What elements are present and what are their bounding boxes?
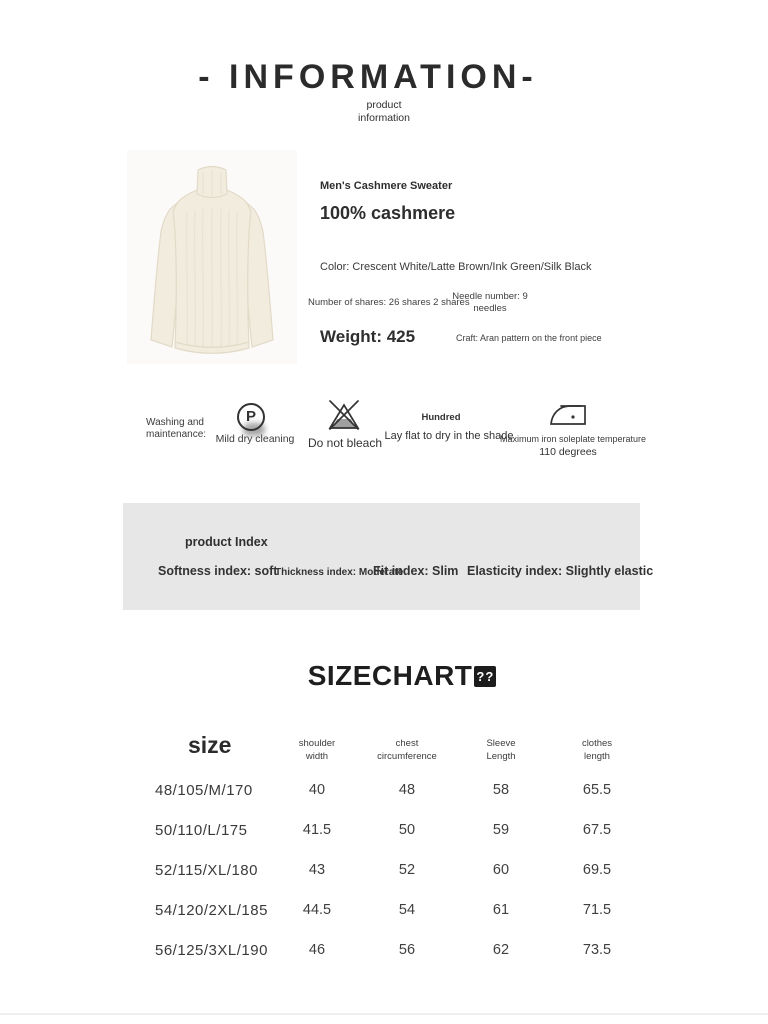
table-cell: 73.5 <box>582 942 612 958</box>
product-color-options: Color: Crescent White/Latte Brown/Ink Green/Silk Black <box>320 261 592 273</box>
table-header-chest: chest circumference <box>377 738 437 762</box>
product-index-box <box>123 503 654 610</box>
table-cell: 43 <box>308 862 326 878</box>
sweater-illustration <box>127 150 297 364</box>
table-row-size-label: 52/115/XL/180 <box>155 862 258 879</box>
needle-line1: Needle number: 9 <box>452 291 528 302</box>
table-row-size-label: 56/125/3XL/190 <box>155 942 268 959</box>
product-shares: Number of shares: 26 shares 2 shares <box>308 297 470 308</box>
table-header-sleeve: Sleeve Length <box>486 738 516 762</box>
care-label-line2: maintenance: <box>146 428 207 440</box>
subtitle-line2: information <box>358 112 410 124</box>
softness-index: Softness index: soft <box>158 564 278 578</box>
thickness-index: Thickness index: Moderate <box>275 567 404 578</box>
table-row-size-label: 48/105/M/170 <box>155 782 253 799</box>
iron-icon <box>548 400 588 433</box>
table-cell: 67.5 <box>582 822 612 838</box>
table-cell: 59 <box>492 822 510 838</box>
product-material: 100% cashmere <box>320 203 456 223</box>
table-cell: 56 <box>398 942 416 958</box>
table-cell: 65.5 <box>582 782 612 798</box>
table-cell: 52 <box>398 862 416 878</box>
size-chart-heading <box>18 660 768 692</box>
product-name: Men's Cashmere Sweater <box>320 180 453 192</box>
table-row-size-label: 50/110/L/175 <box>155 822 248 839</box>
fit-index: Fit index: Slim <box>373 564 459 578</box>
care-no-bleach-label: Do not bleach <box>307 436 383 450</box>
table-row-size-label: 54/120/2XL/185 <box>155 902 268 919</box>
care-hundred-label: Hundred <box>421 412 461 423</box>
care-iron-temp-label: Maximum iron soleplate temperature <box>500 434 647 444</box>
product-weight: Weight: 425 <box>320 327 416 346</box>
subtitle-line1: product <box>366 99 402 111</box>
product-image <box>127 150 297 364</box>
care-dry-in-shade-label: Lay flat to dry in the shade <box>384 430 514 442</box>
size-chart-title: SIZECHART <box>307 660 473 691</box>
table-cell: 54 <box>398 902 416 918</box>
table-cell: 62 <box>492 942 510 958</box>
table-header-shoulder: shoulder width <box>298 738 336 762</box>
table-cell: 61 <box>492 902 510 918</box>
table-cell: 40 <box>308 782 326 798</box>
page-subtitle <box>0 99 768 125</box>
table-cell: 44.5 <box>302 902 332 918</box>
table-cell: 69.5 <box>582 862 612 878</box>
table-cell: 60 <box>492 862 510 878</box>
care-label-line1: Washing and <box>146 417 204 428</box>
product-needle-number <box>434 291 546 315</box>
care-dry-cleaning-label: Mild dry cleaning <box>215 433 295 445</box>
circle-p-icon: P <box>237 403 265 431</box>
table-cell: 58 <box>492 782 510 798</box>
table-header-length: clothes length <box>581 738 613 762</box>
table-cell: 50 <box>398 822 416 838</box>
table-header-size: size <box>188 732 232 758</box>
elasticity-index: Elasticity index: Slightly elastic <box>467 564 654 578</box>
missing-glyph-badge: ?? <box>474 666 496 687</box>
product-craft: Craft: Aran pattern on the front piece <box>456 333 602 343</box>
page-bottom-divider <box>0 1013 768 1015</box>
do-not-bleach-icon <box>326 400 362 435</box>
table-cell: 48 <box>398 782 416 798</box>
care-iron-degrees-label: 110 degrees <box>539 446 597 458</box>
page-title: - INFORMATION- <box>198 58 538 96</box>
needle-line2: needles <box>473 303 507 314</box>
table-cell: 71.5 <box>582 902 612 918</box>
index-box-title: product Index <box>185 535 268 549</box>
table-cell: 41.5 <box>302 822 332 838</box>
table-cell: 46 <box>308 942 326 958</box>
